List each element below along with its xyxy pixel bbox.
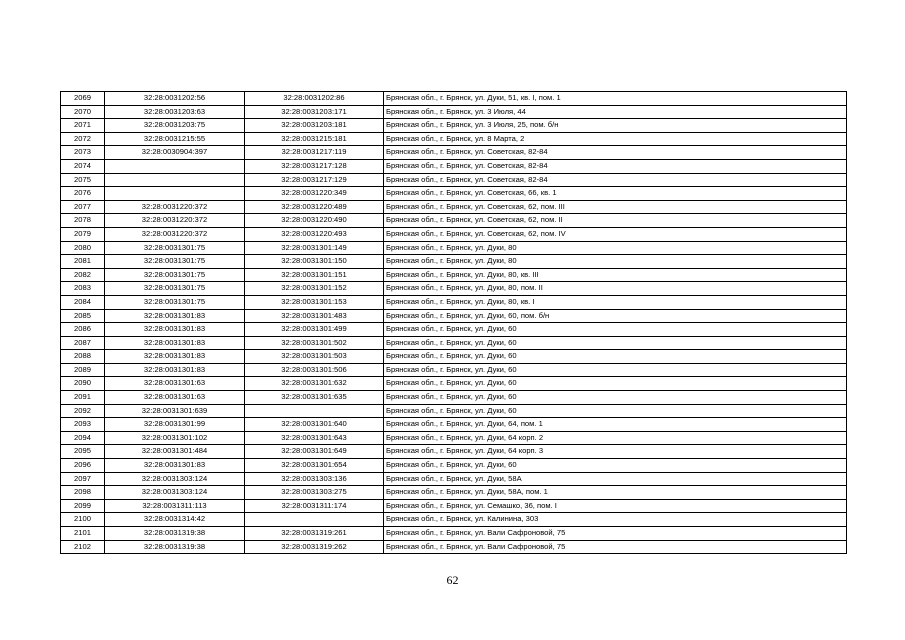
cell-cadastral-object <box>245 404 384 418</box>
table-row <box>61 350 847 364</box>
table-row <box>61 132 847 146</box>
table-row <box>61 472 847 486</box>
cell-address: Брянская обл., г. Брянск, ул. Советская, 82-84 <box>384 159 847 173</box>
cell-number: 2079 <box>61 227 105 241</box>
cell-cadastral-object: 32:28:0031301:640 <box>245 418 384 432</box>
cell-address: Брянская обл., г. Брянск, ул. 3 Июля, 44 <box>384 105 847 119</box>
cell-address: Брянская обл., г. Брянск, ул. Советская, 62, пом. III <box>384 200 847 214</box>
cell-cadastral-parcel: 32:28:0031301:83 <box>105 336 245 350</box>
cell-cadastral-parcel: 32:28:0031301:83 <box>105 323 245 337</box>
cell-address: Брянская обл., г. Брянск, ул. Дуки, 58А <box>384 472 847 486</box>
cell-number: 2075 <box>61 173 105 187</box>
cell-cadastral-parcel: 32:28:0031203:75 <box>105 119 245 133</box>
cell-cadastral-parcel: 32:28:0031301:75 <box>105 241 245 255</box>
cell-cadastral-parcel: 32:28:0031303:124 <box>105 472 245 486</box>
cell-number: 2096 <box>61 459 105 473</box>
cell-number: 2089 <box>61 363 105 377</box>
cell-address: Брянская обл., г. Брянск, ул. Дуки, 64 корп. 2 <box>384 431 847 445</box>
cell-address: Брянская обл., г. Брянск, ул. Дуки, 60 <box>384 404 847 418</box>
cell-cadastral-parcel: 32:28:0031215:55 <box>105 132 245 146</box>
table-row <box>61 282 847 296</box>
cell-number: 2083 <box>61 282 105 296</box>
cell-number: 2084 <box>61 295 105 309</box>
cell-cadastral-parcel: 32:28:0031301:83 <box>105 459 245 473</box>
cell-cadastral-parcel: 32:28:0031202:56 <box>105 92 245 106</box>
cell-number: 2102 <box>61 540 105 554</box>
cell-address: Брянская обл., г. Брянск, ул. Дуки, 58А, пом. 1 <box>384 486 847 500</box>
table-row <box>61 499 847 513</box>
cell-cadastral-object: 32:28:0031301:151 <box>245 268 384 282</box>
cell-address: Брянская обл., г. Брянск, ул. Дуки, 80, кв. III <box>384 268 847 282</box>
cell-address: Брянская обл., г. Брянск, ул. Дуки, 51, кв. I, пом. 1 <box>384 92 847 106</box>
table-row <box>61 363 847 377</box>
cell-address: Брянская обл., г. Брянск, ул. Калинина, 303 <box>384 513 847 527</box>
cell-address: Брянская обл., г. Брянск, ул. Дуки, 80, пом. II <box>384 282 847 296</box>
cell-number: 2100 <box>61 513 105 527</box>
cell-number: 2070 <box>61 105 105 119</box>
cell-cadastral-object: 32:28:0031301:502 <box>245 336 384 350</box>
cell-address: Брянская обл., г. Брянск, ул. Дуки, 60 <box>384 459 847 473</box>
cell-cadastral-parcel: 32:28:0031220:372 <box>105 200 245 214</box>
cell-cadastral-object: 32:28:0031203:171 <box>245 105 384 119</box>
cell-number: 2099 <box>61 499 105 513</box>
cell-number: 2087 <box>61 336 105 350</box>
cell-cadastral-parcel <box>105 173 245 187</box>
cell-address: Брянская обл., г. Брянск, ул. Дуки, 80 <box>384 241 847 255</box>
cell-cadastral-parcel: 32:28:0031301:63 <box>105 391 245 405</box>
cell-address: Брянская обл., г. Брянск, ул. Советская, 82-84 <box>384 146 847 160</box>
table-row <box>61 92 847 106</box>
table-row <box>61 146 847 160</box>
cell-number: 2076 <box>61 187 105 201</box>
cell-cadastral-object <box>245 513 384 527</box>
cell-number: 2082 <box>61 268 105 282</box>
cell-number: 2071 <box>61 119 105 133</box>
cell-cadastral-object: 32:28:0031301:635 <box>245 391 384 405</box>
cell-address: Брянская обл., г. Брянск, ул. Советская, 62, пом. II <box>384 214 847 228</box>
cell-number: 2074 <box>61 159 105 173</box>
cell-cadastral-object: 32:28:0031311:174 <box>245 499 384 513</box>
cell-address: Брянская обл., г. Брянск, ул. Вали Сафроновой, 75 <box>384 527 847 541</box>
cell-address: Брянская обл., г. Брянск, ул. Советская, 62, пом. IV <box>384 227 847 241</box>
cell-cadastral-object: 32:28:0031220:493 <box>245 227 384 241</box>
cell-cadastral-object: 32:28:0031215:181 <box>245 132 384 146</box>
table-row <box>61 377 847 391</box>
cell-address: Брянская обл., г. Брянск, ул. Семашко, 36, пом. I <box>384 499 847 513</box>
cell-cadastral-parcel: 32:28:0031303:124 <box>105 486 245 500</box>
cell-cadastral-object: 32:28:0031202:86 <box>245 92 384 106</box>
table-row <box>61 418 847 432</box>
table-row <box>61 105 847 119</box>
table-row <box>61 323 847 337</box>
cell-cadastral-object: 32:28:0031220:489 <box>245 200 384 214</box>
cell-cadastral-object: 32:28:0031301:150 <box>245 255 384 269</box>
cell-address: Брянская обл., г. Брянск, ул. Дуки, 64 корп. 3 <box>384 445 847 459</box>
cell-number: 2069 <box>61 92 105 106</box>
cell-address: Брянская обл., г. Брянск, ул. Дуки, 60 <box>384 377 847 391</box>
cell-cadastral-object: 32:28:0031301:503 <box>245 350 384 364</box>
cell-cadastral-parcel: 32:28:0031301:102 <box>105 431 245 445</box>
table-row <box>61 214 847 228</box>
table-row <box>61 486 847 500</box>
cell-address: Брянская обл., г. Брянск, ул. Советская, 82-84 <box>384 173 847 187</box>
cell-cadastral-object: 32:28:0031301:649 <box>245 445 384 459</box>
cell-cadastral-parcel: 32:28:0031319:38 <box>105 540 245 554</box>
cell-address: Брянская обл., г. Брянск, ул. Дуки, 60 <box>384 350 847 364</box>
registry-table <box>60 91 847 554</box>
table-row <box>61 159 847 173</box>
cell-number: 2097 <box>61 472 105 486</box>
cell-cadastral-parcel: 32:28:0031301:75 <box>105 268 245 282</box>
cell-number: 2088 <box>61 350 105 364</box>
cell-cadastral-object: 32:28:0031301:654 <box>245 459 384 473</box>
cell-number: 2086 <box>61 323 105 337</box>
cell-cadastral-parcel <box>105 159 245 173</box>
cell-number: 2078 <box>61 214 105 228</box>
cell-cadastral-parcel: 32:28:0031311:113 <box>105 499 245 513</box>
cell-address: Брянская обл., г. Брянск, ул. Вали Сафроновой, 75 <box>384 540 847 554</box>
cell-address: Брянская обл., г. Брянск, ул. 3 Июля, 25, пом. б/н <box>384 119 847 133</box>
cell-cadastral-object: 32:28:0031217:119 <box>245 146 384 160</box>
cell-cadastral-object: 32:28:0031301:506 <box>245 363 384 377</box>
cell-cadastral-parcel: 32:28:0031220:372 <box>105 214 245 228</box>
table-row <box>61 527 847 541</box>
cell-cadastral-object: 32:28:0031301:152 <box>245 282 384 296</box>
cell-number: 2081 <box>61 255 105 269</box>
table-row <box>61 187 847 201</box>
cell-address: Брянская обл., г. Брянск, ул. Дуки, 60 <box>384 336 847 350</box>
cell-cadastral-object: 32:28:0031217:128 <box>245 159 384 173</box>
cell-cadastral-object: 32:28:0031220:349 <box>245 187 384 201</box>
table-row <box>61 336 847 350</box>
cell-number: 2094 <box>61 431 105 445</box>
cell-number: 2080 <box>61 241 105 255</box>
cell-cadastral-object: 32:28:0031203:181 <box>245 119 384 133</box>
cell-address: Брянская обл., г. Брянск, ул. Дуки, 80, кв. I <box>384 295 847 309</box>
cell-cadastral-object: 32:28:0031319:262 <box>245 540 384 554</box>
cell-cadastral-parcel: 32:28:0031301:83 <box>105 363 245 377</box>
cell-cadastral-parcel: 32:28:0031314:42 <box>105 513 245 527</box>
cell-cadastral-object: 32:28:0031303:275 <box>245 486 384 500</box>
cell-number: 2073 <box>61 146 105 160</box>
cell-cadastral-parcel: 32:28:0031220:372 <box>105 227 245 241</box>
table-row <box>61 459 847 473</box>
table-row <box>61 309 847 323</box>
cell-cadastral-parcel: 32:28:0031319:38 <box>105 527 245 541</box>
table-row <box>61 404 847 418</box>
cell-cadastral-object: 32:28:0031301:483 <box>245 309 384 323</box>
cell-cadastral-parcel: 32:28:0031301:83 <box>105 350 245 364</box>
cell-number: 2093 <box>61 418 105 432</box>
cell-cadastral-object: 32:28:0031301:153 <box>245 295 384 309</box>
cell-cadastral-parcel: 32:28:0031301:75 <box>105 295 245 309</box>
table-row <box>61 227 847 241</box>
table-row <box>61 445 847 459</box>
table-row <box>61 391 847 405</box>
registry-table-body <box>61 92 847 554</box>
table-row <box>61 540 847 554</box>
cell-cadastral-object: 32:28:0031301:643 <box>245 431 384 445</box>
cell-cadastral-object: 32:28:0031319:261 <box>245 527 384 541</box>
cell-cadastral-object: 32:28:0031301:632 <box>245 377 384 391</box>
cell-cadastral-object: 32:28:0031303:136 <box>245 472 384 486</box>
table-row <box>61 513 847 527</box>
cell-cadastral-parcel <box>105 187 245 201</box>
cell-cadastral-parcel: 32:28:0031301:63 <box>105 377 245 391</box>
cell-address: Брянская обл., г. Брянск, ул. Советская, 66, кв. 1 <box>384 187 847 201</box>
table-row <box>61 173 847 187</box>
cell-cadastral-parcel: 32:28:0031301:83 <box>105 309 245 323</box>
cell-address: Брянская обл., г. Брянск, ул. Дуки, 60 <box>384 391 847 405</box>
cell-number: 2091 <box>61 391 105 405</box>
page-number: 62 <box>446 573 459 587</box>
cell-cadastral-object: 32:28:0031301:499 <box>245 323 384 337</box>
cell-number: 2098 <box>61 486 105 500</box>
cell-cadastral-parcel: 32:28:0031301:484 <box>105 445 245 459</box>
cell-address: Брянская обл., г. Брянск, ул. Дуки, 60 <box>384 323 847 337</box>
cell-address: Брянская обл., г. Брянск, ул. 8 Марта, 2 <box>384 132 847 146</box>
cell-number: 2095 <box>61 445 105 459</box>
cell-address: Брянская обл., г. Брянск, ул. Дуки, 64, пом. 1 <box>384 418 847 432</box>
cell-cadastral-parcel: 32:28:0030904:397 <box>105 146 245 160</box>
cell-cadastral-object: 32:28:0031301:149 <box>245 241 384 255</box>
cell-cadastral-object: 32:28:0031220:490 <box>245 214 384 228</box>
cell-address: Брянская обл., г. Брянск, ул. Дуки, 80 <box>384 255 847 269</box>
cell-number: 2072 <box>61 132 105 146</box>
cell-number: 2077 <box>61 200 105 214</box>
cell-address: Брянская обл., г. Брянск, ул. Дуки, 60 <box>384 363 847 377</box>
cell-number: 2085 <box>61 309 105 323</box>
table-row <box>61 295 847 309</box>
cell-number: 2092 <box>61 404 105 418</box>
cell-cadastral-parcel: 32:28:0031203:63 <box>105 105 245 119</box>
cell-number: 2101 <box>61 527 105 541</box>
table-row <box>61 241 847 255</box>
table-row <box>61 268 847 282</box>
table-row <box>61 200 847 214</box>
table-row <box>61 119 847 133</box>
cell-cadastral-parcel: 32:28:0031301:639 <box>105 404 245 418</box>
cell-cadastral-parcel: 32:28:0031301:75 <box>105 282 245 296</box>
table-row <box>61 255 847 269</box>
cell-address: Брянская обл., г. Брянск, ул. Дуки, 60, пом. б/н <box>384 309 847 323</box>
cell-cadastral-object: 32:28:0031217:129 <box>245 173 384 187</box>
table-row <box>61 431 847 445</box>
cell-number: 2090 <box>61 377 105 391</box>
cell-cadastral-parcel: 32:28:0031301:99 <box>105 418 245 432</box>
cell-cadastral-parcel: 32:28:0031301:75 <box>105 255 245 269</box>
